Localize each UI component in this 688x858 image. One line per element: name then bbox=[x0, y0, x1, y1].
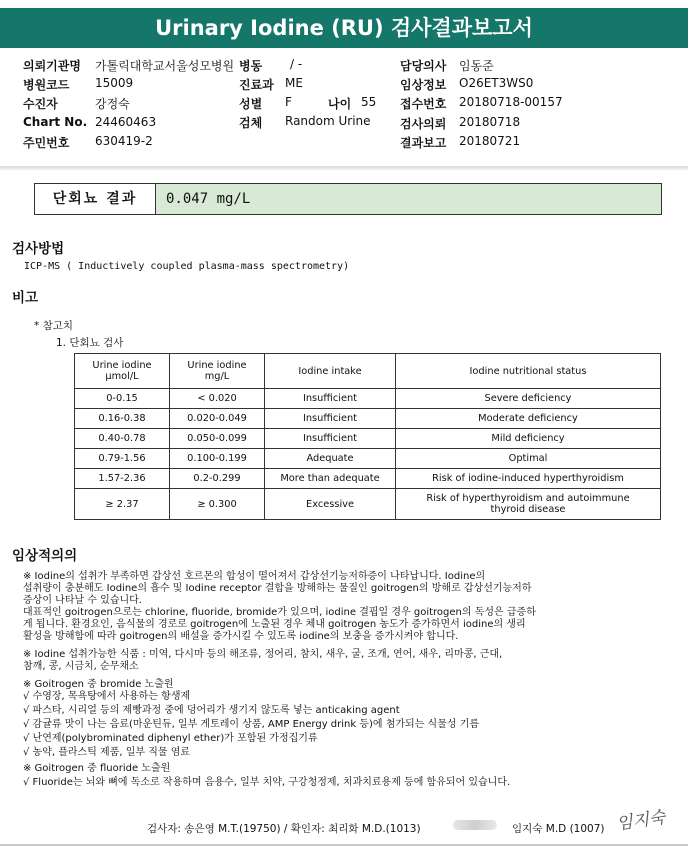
table-cell: 0.100-0.199 bbox=[170, 449, 265, 469]
report-title: Urinary Iodine (RU) 검사결과보고서 bbox=[0, 8, 688, 48]
table-cell: Risk of iodine-induced hyperthyroidism bbox=[396, 469, 661, 489]
patient-info bbox=[0, 52, 688, 164]
clinical-line: 대표적인 goitrogen으로는 chlorine, fluoride, bromide가 있으며, iodine 결핍일 경우 goitrogen의 독성은 급증하 bbox=[23, 607, 536, 618]
header-status bbox=[396, 354, 661, 389]
table-row bbox=[75, 389, 661, 409]
sex-label: 성별 bbox=[239, 97, 263, 111]
dept-value: ME bbox=[285, 76, 303, 90]
header-umol bbox=[75, 354, 170, 389]
request-label: 검사의뢰 bbox=[400, 117, 447, 131]
receipt-label: 접수번호 bbox=[400, 97, 447, 111]
clinical-label: 임상정보 bbox=[400, 78, 447, 92]
table-cell: 0.40-0.78 bbox=[75, 429, 170, 449]
clinical-line: √ 수영장, 목욕탕에서 사용하는 항생제 bbox=[23, 691, 191, 702]
patient-value: 강정숙 bbox=[95, 97, 130, 111]
clinical-line: 섭취량이 충분해도 Iodine의 흡수 및 Iodine receptor 결합을 방해하는 물질인 goitrogen의 방해로 갑상선기능저하 bbox=[23, 583, 532, 594]
clinical-value: O26ET3WS0 bbox=[459, 76, 534, 90]
sex-value: F bbox=[285, 95, 292, 109]
table-cell: ≥ 0.300 bbox=[170, 489, 265, 520]
table-cell: ≥ 2.37 bbox=[75, 489, 170, 520]
table-cell: More than adequate bbox=[265, 469, 396, 489]
ward-value: / - bbox=[290, 57, 303, 71]
table-row bbox=[75, 449, 661, 469]
specimen-value: Random Urine bbox=[285, 114, 371, 128]
dept-label: 진료과 bbox=[239, 78, 274, 92]
clinical-line: ※ Goitrogen 중 bromide 노출원 bbox=[23, 679, 174, 690]
clinical-line: √ 감귤류 맛이 나는 음료(마운틴듀, 일부 게토레이 상품, AMP Energy drink 등)에 첨가되는 식물성 기름 bbox=[23, 719, 480, 730]
table-cell: Moderate deficiency bbox=[396, 409, 661, 429]
header-umol-text: Urine iodine μmol/L bbox=[92, 360, 152, 382]
single-urine-label: 1. 단회뇨 검사 bbox=[56, 337, 124, 349]
result-value: 0.047 mg/L bbox=[156, 184, 661, 214]
table-cell: Insufficient bbox=[265, 429, 396, 449]
clinical-line: √ 농약, 플라스틱 제품, 일부 직물 염료 bbox=[23, 747, 191, 758]
method-heading: 검사방법 bbox=[12, 241, 65, 257]
method-text: ICP-MS ( Inductively coupled plasma-mass spectrometry) bbox=[24, 261, 350, 272]
header-status-text: Iodine nutritional status bbox=[469, 365, 587, 377]
patient-label: 수진자 bbox=[23, 97, 58, 111]
table-cell: Optimal bbox=[396, 449, 661, 469]
chart-label: Chart No. bbox=[23, 115, 88, 129]
header-mgl-text: Urine iodine mg/L bbox=[187, 360, 247, 382]
clinical-line: √ 난연제(polybrominated diphenyl ether)가 포함된 가정집기류 bbox=[23, 733, 318, 744]
clinical-heading: 임상적의의 bbox=[12, 548, 78, 564]
result-label: 단회뇨 결과 bbox=[35, 184, 156, 214]
table-cell: 0.16-0.38 bbox=[75, 409, 170, 429]
clinical-line: ※ Goitrogen 중 fluoride 노출원 bbox=[23, 763, 171, 774]
clinical-line: ※ Iodine의 섭취가 부족하면 갑상선 호르몬의 합성이 떨어져서 갑상선기능저하증이 나타납니다. Iodine의 bbox=[23, 571, 486, 582]
reference-label: * 참고치 bbox=[34, 320, 74, 332]
hospcode-value: 15009 bbox=[95, 76, 134, 90]
report-value: 20180721 bbox=[459, 134, 521, 148]
table-cell: Adequate bbox=[265, 449, 396, 469]
clinical-line: √ 파스타, 시리얼 등의 제빵과정 중에 덩어리가 생기지 않도록 넣는 anticaking agent bbox=[23, 705, 400, 716]
receipt-value: 20180718-00157 bbox=[459, 95, 563, 109]
table-cell: Excessive bbox=[265, 489, 396, 520]
report-label: 결과보고 bbox=[400, 136, 447, 150]
bottom-rule bbox=[0, 844, 688, 846]
table-cell: Mild deficiency bbox=[396, 429, 661, 449]
header-intake bbox=[265, 354, 396, 389]
table-cell: 0.79-1.56 bbox=[75, 449, 170, 469]
table-cell: 0.020-0.049 bbox=[170, 409, 265, 429]
request-value: 20180718 bbox=[459, 115, 521, 129]
table-cell: Severe deficiency bbox=[396, 389, 661, 409]
institution-label: 의뢰기관명 bbox=[23, 59, 81, 73]
clinical-line: 증상이 나타날 수 있습니다. bbox=[23, 595, 142, 606]
age-label: 나이 bbox=[328, 97, 352, 111]
hospcode-label: 병원코드 bbox=[23, 78, 70, 92]
table-cell: < 0.020 bbox=[170, 389, 265, 409]
table-cell: 0.050-0.099 bbox=[170, 429, 265, 449]
footer-signatures: 검사자: 송은영 M.T.(19750) / 확인자: 최리화 M.D.(1013) bbox=[147, 823, 421, 835]
clinical-line: 참깨, 콩, 시금치, 순무채소 bbox=[23, 661, 139, 672]
ward-label: 병동 bbox=[239, 59, 263, 73]
table-header-row bbox=[75, 354, 661, 389]
header-intake-text: Iodine intake bbox=[298, 365, 362, 377]
reference-table bbox=[74, 353, 661, 520]
table-cell: 1.57-2.36 bbox=[75, 469, 170, 489]
age-value: 55 bbox=[361, 95, 377, 109]
doctor-value: 임동준 bbox=[459, 59, 494, 73]
table-row bbox=[75, 469, 661, 489]
clinical-line: ※ Iodine 섭취가능한 식품 : 미역, 다시마 등의 해조류, 정어리, 참치, 새우, 굴, 조개, 연어, 새우, 리마콩, 근대, bbox=[23, 649, 503, 660]
remarks-heading: 비고 bbox=[12, 290, 39, 306]
rrn-value: 630419-2 bbox=[95, 134, 153, 148]
table-cell: Insufficient bbox=[265, 389, 396, 409]
specimen-label: 검체 bbox=[239, 116, 263, 130]
table-cell: 0.2-0.299 bbox=[170, 469, 265, 489]
table-cell: Insufficient bbox=[265, 409, 396, 429]
institution-value: 가톨릭대학교서울성모병원 bbox=[95, 59, 235, 73]
rrn-label: 주민번호 bbox=[23, 136, 70, 150]
clinical-line: √ Fluoride는 뇌와 뼈에 독소로 작용하며 음용수, 일부 치약, 구강청정제, 치과치료용제 등에 함유되어 있습니다. bbox=[23, 777, 511, 788]
doctor-label: 담당의사 bbox=[400, 59, 447, 73]
redacted-signature bbox=[453, 820, 497, 830]
chart-value: 24460463 bbox=[95, 115, 157, 129]
clinical-line: 게 됩니다. 환경요인, 음식물의 경로로 goitrogen에 노출된 경우 체내 goitrogen 농도가 증가하면서 iodine의 생리 bbox=[23, 619, 526, 630]
header-mgl bbox=[170, 354, 265, 389]
table-row bbox=[75, 409, 661, 429]
footer-reviewer: 임지숙 M.D (1007) bbox=[512, 823, 605, 835]
table-cell: 0-0.15 bbox=[75, 389, 170, 409]
divider bbox=[0, 166, 688, 170]
clinical-line: 활성을 방해함에 따라 goitrogen의 배설을 증가시킬 수 있도록 iodine의 보충을 증가시켜야 합니다. bbox=[23, 631, 459, 642]
result-box bbox=[34, 183, 662, 215]
handwritten-signature: 임지숙 bbox=[615, 807, 667, 835]
table-cell: Risk of hyperthyroidism and autoimmune thyroid disease bbox=[396, 489, 661, 520]
table-row bbox=[75, 429, 661, 449]
table-row bbox=[75, 489, 661, 520]
